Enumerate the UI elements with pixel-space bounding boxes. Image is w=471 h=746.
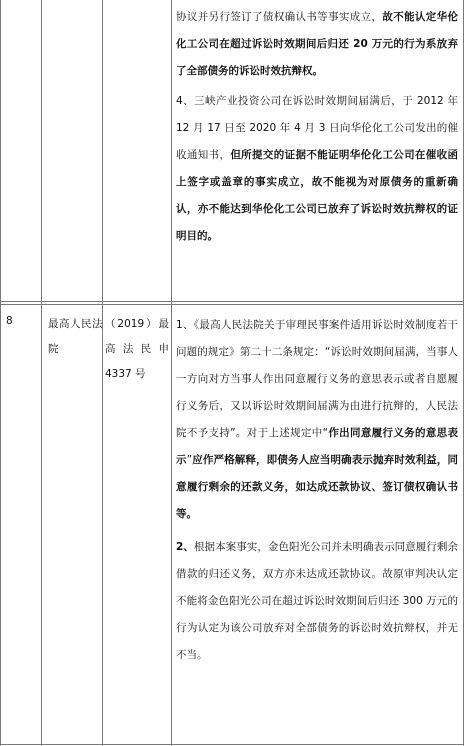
court-name: 最高人民法院 — [48, 318, 103, 355]
previous-row-paragraph-1 — [176, 4, 458, 85]
bold-text-span: 但所提交的证据不能证明华伦化工公司在催收函上签字或盖章的事实成立，故不能视为对原债务的重新确认，亦不能达到华伦化工公司已放弃了诉讼时效抗辩权的证明目的。 — [176, 149, 459, 242]
table-border-left — [0, 0, 1, 746]
bold-text-span: 故不能认定华伦化工公司在超过诉讼时效期间后归还 20 万元的行为系放弃了全部债务的诉讼时效抗辩权。 — [176, 11, 459, 77]
table-border-right — [463, 0, 464, 746]
previous-row-paragraph-2 — [176, 88, 458, 250]
row-8-paragraph-2 — [176, 534, 458, 669]
column-divider-3 — [171, 0, 172, 746]
text-span: 根据本案事实，金色阳光公司并未明确表示同意履行剩余借款的归还义务，双方亦未达成还款协议。故原审判决认定不能将金色阳光公司在超过诉讼时效期间后归还 300 万元的行为认定为该公司放弃对全部债务的诉讼时效抗辩权，并无不当。 — [176, 541, 458, 661]
text-span: 协议并另行签订了债权确认书等事实成立， — [176, 11, 383, 23]
row-divider — [0, 301, 464, 302]
row-index: 8 — [6, 315, 13, 327]
row-divider-double — [0, 304, 464, 305]
row-8-content — [176, 312, 458, 669]
text-span: 4、三峡产业投资公司在诉讼时效期间届满后，于 2012 年 12 月 17 日至 2020 年 4 月 3 日向华伦化工公司发出的催收通知书， — [176, 95, 458, 161]
row-8-paragraph-1 — [176, 312, 458, 528]
column-divider-2 — [102, 0, 103, 746]
bold-text-span: 应作严格解释，即债务人应当明确表示抛弃时效利益，同意履行剩余的还款义务，如达成还款协议、签订债权确认书等。 — [176, 454, 459, 520]
previous-row-content — [176, 4, 458, 250]
case-number: （2019）最高法民申 4337 号 — [105, 318, 169, 380]
text-span: ” — [186, 454, 193, 466]
text-span: 1、《最高人民法院关于审理民事案件适用诉讼时效制度若干问题的规定》第二十二条规定：“诉讼时效期间届满，当事人一方向对方当事人作出同意履行义务的意思表示或者自愿履行义务后，又以诉讼时效期间届满为由进行抗辩的，人民法院不予支持”。对于上述规定中“ — [176, 319, 458, 439]
bold-text-span: 2、 — [176, 541, 194, 553]
bold-text-span: 作出同意履行义务的意思表示 — [176, 427, 458, 466]
column-divider-1 — [41, 0, 42, 746]
table-border-bottom — [0, 744, 464, 745]
